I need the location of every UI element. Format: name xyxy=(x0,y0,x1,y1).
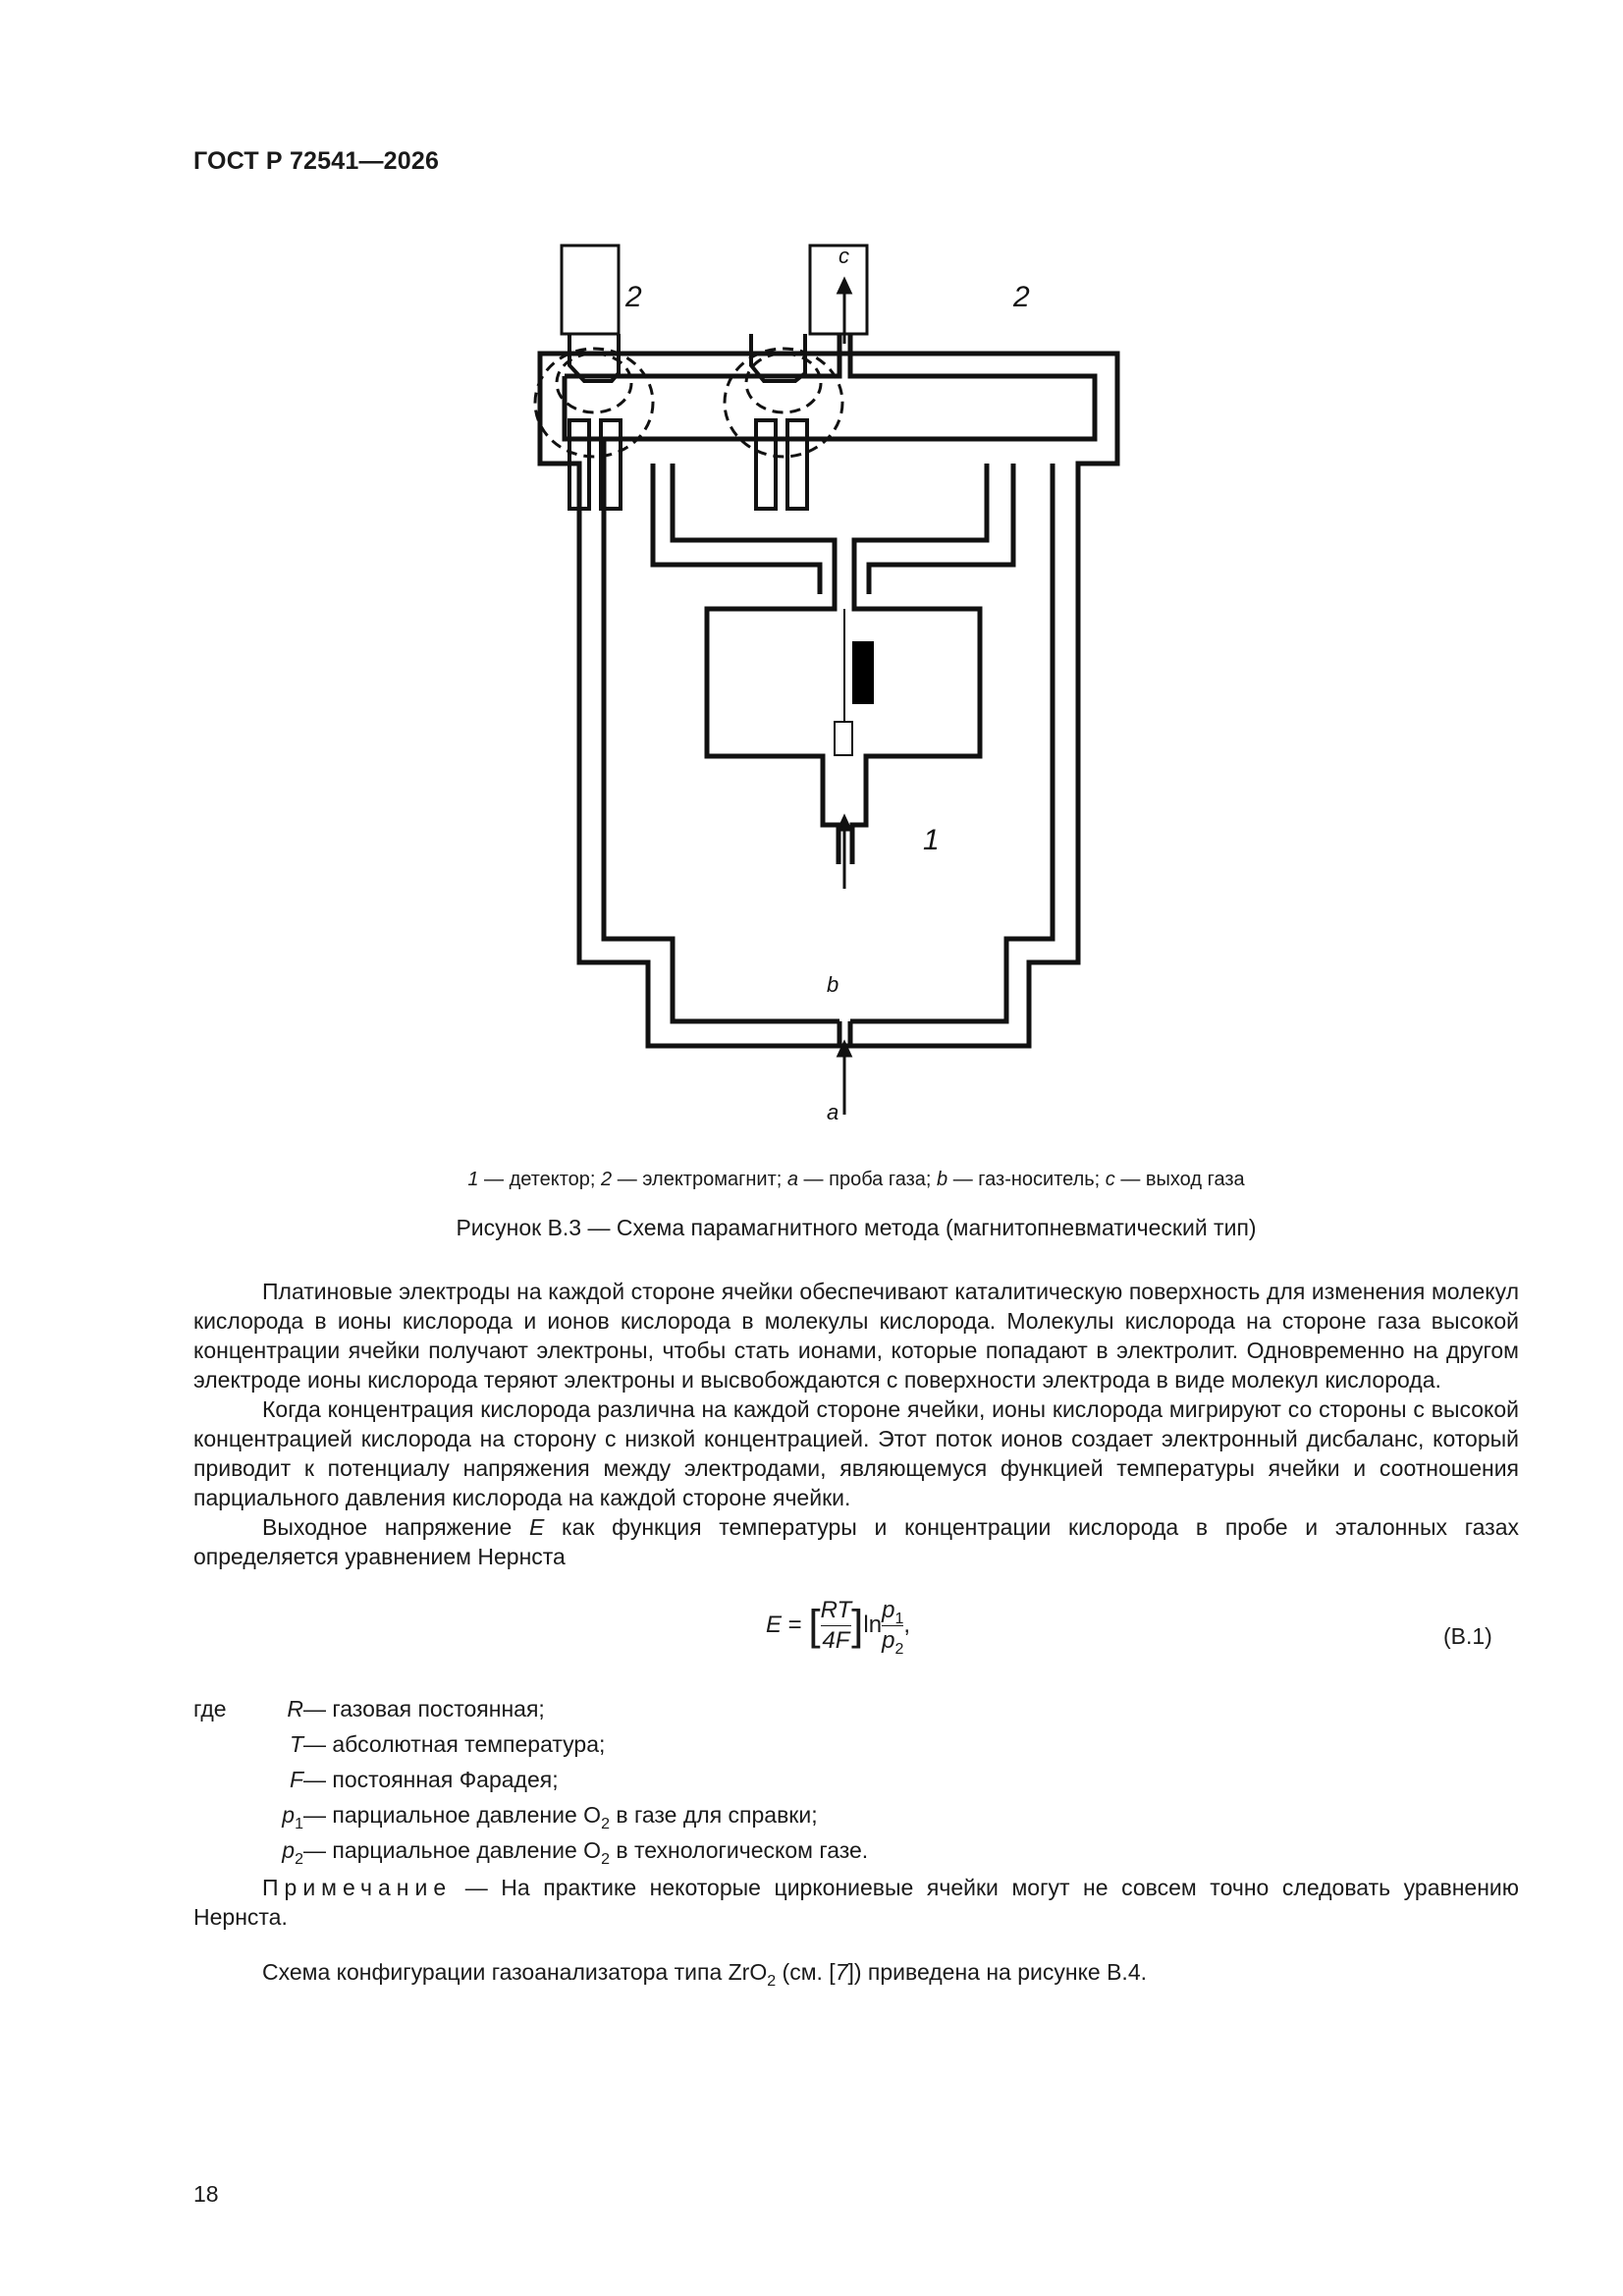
eq-comma: , xyxy=(903,1611,911,1638)
eq-p1: p xyxy=(882,1597,895,1623)
o2-sub: 2 xyxy=(601,1816,610,1832)
figure-legend xyxy=(193,1169,1519,1191)
definition-symbol: T xyxy=(289,1731,303,1757)
electromagnet-left-body xyxy=(562,246,619,334)
o2-sub: 2 xyxy=(601,1851,610,1868)
outer-channel-inner-wall xyxy=(604,464,839,1021)
paragraph-3-part: Выходное напряжение xyxy=(262,1514,529,1540)
arrow-b-head xyxy=(839,817,850,830)
pole-right-b xyxy=(787,420,807,509)
eq-p1-sub: 1 xyxy=(894,1611,904,1627)
legend-text-b: — газ-носитель; xyxy=(947,1169,1106,1190)
paramagnetic-scheme-figure xyxy=(511,236,1139,1139)
paragraph-2: Когда концентрация кислорода различна на каждой стороне ячейки, ионы кислорода мигрируют со стороны с высокой концентрацией кислорода на сторону с низкой концентрацией. Этот поток ионов создает электронный дисбаланс, который приводит к потенциалу напряжения между электродами, являющемуся функцией температуры ячейки и соотношения парциального давления кислорода на каждой стороне ячейки. xyxy=(193,1396,1519,1510)
eq-den: 4F xyxy=(822,1627,850,1654)
definition-text xyxy=(303,1797,818,1832)
legend-key-c: c xyxy=(1105,1169,1115,1190)
outer-channel-inner-wall xyxy=(850,464,1053,1021)
label-1: 1 xyxy=(923,824,940,856)
definition-text-b: в технологическом газе. xyxy=(609,1837,869,1863)
inner-loop-inner xyxy=(673,464,835,594)
where-label: где xyxy=(193,1696,227,1722)
inner-loop-inner xyxy=(854,464,987,594)
final-text-b: (см. [ xyxy=(776,1959,836,1985)
definition-text-a: — парциальное давление O xyxy=(303,1802,602,1828)
nernst-equation xyxy=(766,1596,962,1674)
legend-key-b: b xyxy=(937,1169,948,1190)
definition-row xyxy=(193,1797,1077,1832)
figure-caption: Рисунок В.3 — Схема парамагнитного метода (магнитопневматический тип) xyxy=(456,1215,1257,1240)
label-c: c xyxy=(839,244,849,268)
definition-text-b: в газе для справки; xyxy=(609,1802,818,1828)
eq-bracket-right: ] xyxy=(851,1601,864,1650)
definition-text: — постоянная Фарадея; xyxy=(303,1767,559,1792)
eq-num: RT xyxy=(820,1597,852,1623)
legend-text-1: — детектор; xyxy=(478,1169,602,1190)
paragraph-3-part: как функция температуры и концентрации кислорода в пробе и эталонных газах определяется уравнением Нернста xyxy=(193,1514,1520,1569)
pole-right-a xyxy=(756,420,776,509)
label-a: a xyxy=(827,1100,839,1124)
final-sub: 2 xyxy=(767,1973,777,1990)
eq-fraction xyxy=(821,1596,852,1656)
definition-text: — абсолютная температура; xyxy=(303,1731,606,1757)
symbol-sub: 2 xyxy=(295,1851,303,1868)
paragraph-1: Платиновые электроды на каждой стороне ячейки обеспечивают каталитическую поверхность для изменения молекул кислорода в ионы кислорода и ионов кислорода в молекулы кислорода. Молекулы кислорода на стороне газа высокой концентрации ячейки получают электроны, чтобы стать ионами, которые попадают в электролит. Одновременно на другом электроде ионы кислорода теряют электроны и высвобождаются с поверхности электрода в виде молекул кислорода. xyxy=(193,1279,1519,1393)
legend-key-a: a xyxy=(786,1169,798,1190)
paragraph-3 xyxy=(193,1512,1519,1571)
eq-sign: = xyxy=(782,1611,809,1638)
eq-p2: p xyxy=(882,1627,895,1654)
eq-bracket-left: [ xyxy=(808,1601,821,1650)
label-2-left: 2 xyxy=(625,281,642,313)
definition-symbol: F xyxy=(289,1767,303,1792)
definition-row xyxy=(193,1726,1077,1762)
eq-ln: ln xyxy=(863,1611,883,1638)
diagram-svg xyxy=(511,236,1139,1139)
final-text xyxy=(193,1957,1519,1990)
legend-text-2: — электромагнит; xyxy=(612,1169,787,1190)
symbol-sub: 1 xyxy=(295,1816,303,1832)
document-code: ГОСТ Р 72541—2026 xyxy=(193,147,440,175)
note-block xyxy=(193,1873,1519,1932)
definition-symbol xyxy=(244,1832,303,1868)
definitions-list xyxy=(193,1691,1077,1868)
page-number: 18 xyxy=(193,2181,219,2207)
note-paragraph xyxy=(193,1873,1519,1932)
definition-text: — газовая постоянная; xyxy=(303,1696,545,1722)
paragraph-3-var: E xyxy=(528,1514,545,1540)
legend-text-a: — проба газа; xyxy=(798,1169,938,1190)
inner-loop-outer xyxy=(869,464,1013,594)
equation-number: (В.1) xyxy=(1443,1623,1492,1649)
detector-block xyxy=(707,594,839,864)
detector-magnet xyxy=(852,641,874,704)
eq-p2-sub: 2 xyxy=(894,1641,904,1658)
definition-symbol xyxy=(244,1797,303,1832)
definition-symbol: R xyxy=(287,1696,303,1722)
definition-row xyxy=(193,1832,1077,1868)
detector-element xyxy=(835,722,852,755)
legend-key-1: 1 xyxy=(467,1169,479,1190)
inner-loop-outer xyxy=(653,464,820,594)
symbol-letter: p xyxy=(282,1837,296,1863)
note-text: — На практике некоторые циркониевые ячейки могут не совсем точно следовать уравнению Нернста. xyxy=(193,1875,1519,1930)
body-text xyxy=(193,1277,1519,1571)
definition-text-a: — парциальное давление O xyxy=(303,1837,602,1863)
final-text-c: ]) приведена на рисунке В.4. xyxy=(847,1959,1147,1985)
top-inner-wall xyxy=(850,329,1095,439)
label-2-right: 2 xyxy=(1013,281,1030,313)
final-ref: 7 xyxy=(835,1959,848,1985)
detector-block xyxy=(852,594,980,864)
symbol-letter: p xyxy=(282,1802,296,1828)
eq-fraction-p xyxy=(882,1596,903,1656)
final-paragraph xyxy=(193,1957,1519,1990)
definition-row xyxy=(193,1691,1077,1726)
final-text-a: Схема конфигурации газоанализатора типа ZrO xyxy=(262,1959,768,1985)
definition-text xyxy=(303,1832,868,1868)
legend-key-2: 2 xyxy=(601,1169,613,1190)
eq-lhs: E xyxy=(766,1611,783,1638)
legend-text-c: — выход газа xyxy=(1114,1169,1245,1190)
label-b: b xyxy=(827,972,839,997)
definition-row xyxy=(193,1762,1077,1797)
note-label: Примечание xyxy=(262,1875,453,1900)
